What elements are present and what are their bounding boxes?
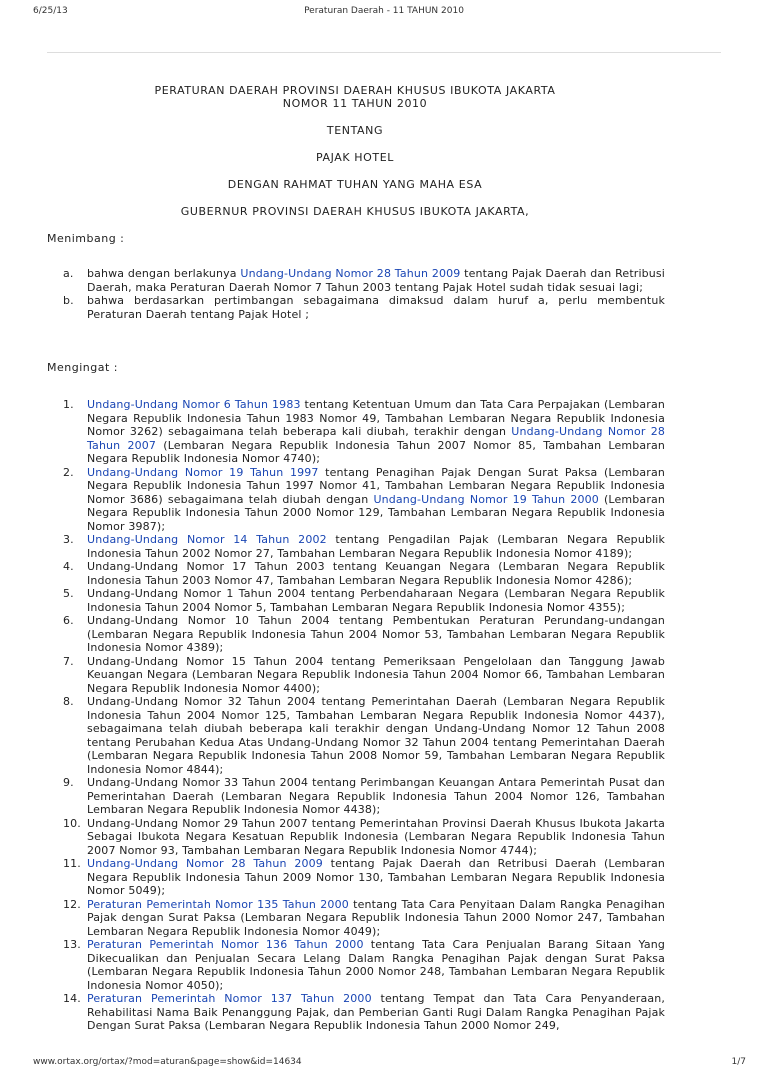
mengingat-item [63,587,665,614]
item-text: (Lembaran Negara Republik Indonesia Tahun 2000 Nomor 129, Tambahan Lembaran Negara Republik Indonesia Nomor 3987); [87,492,666,533]
item-text: Undang-Undang Nomor 15 Tahun 2004 tentang Pemeriksaan Pengelolaan dan Tanggung Jawab Keuangan Negara (Lembaran Negara Republik Indonesia Tahun 2004 Nomor 66, Tambahan Lembaran Negara Republik Indonesia Nomor 4400); [87,654,665,695]
mengingat-item [63,938,665,992]
item-number: 13. [63,938,81,951]
item-number: 1. [63,398,74,411]
menimbang-label: Menimbang : [47,232,125,245]
mengingat-item [63,560,665,587]
mengingat-item [63,816,665,858]
mengingat-item [63,533,666,560]
law-link[interactable]: Peraturan Pemerintah Nomor 137 Tahun 2000 [87,992,372,1005]
doc-gubernur: GUBERNUR PROVINSI DAERAH KHUSUS IBUKOTA JAKARTA, [180,205,530,218]
item-text: Undang-Undang Nomor 29 Tahun 2007 tentang Pemerintahan Provinsi Daerah Khusus Ibukota Jakarta Sebagai Ibukota Negara Kesatuan Republik Indonesia (Lembaran Negara Republik Indonesia Tahun 2007 Nomor 93, Tambahan Lembaran Negara Republik Indonesia Nomor 4744); [87,816,665,857]
mengingat-item [63,857,665,898]
law-link[interactable]: Undang-Undang Nomor 28 Tahun 2009 [87,857,323,870]
law-link[interactable]: Undang-Undang Nomor 6 Tahun 1983 [87,398,301,411]
mengingat-item [63,654,665,696]
footer-url: www.ortax.org/ortax/?mod=aturan&page=show&id=14634 [33,1057,302,1067]
doc-title-line1: PERATURAN DAERAH PROVINSI DAERAH KHUSUS IBUKOTA JAKARTA [154,84,556,97]
law-link[interactable]: Peraturan Pemerintah Nomor 136 Tahun 2000 [87,938,364,951]
mengingat-list [63,398,666,1033]
item-number: 6. [63,614,74,627]
item-number: 14. [63,992,81,1005]
print-header [0,6,768,20]
item-text: (Lembaran Negara Republik Indonesia Tahun 2007 Nomor 85, Tambahan Lembaran Negara Republik Indonesia Nomor 4740); [87,438,665,465]
menimbang-item [63,294,665,321]
item-number: 8. [63,695,74,708]
item-text: Undang-Undang Nomor 33 Tahun 2004 tentang Perimbangan Keuangan Antara Pemerintah Pusat dan Pemerintahan Daerah (Lembaran Negara Republik Indonesia Tahun 2004 Nomor 126, Tambahan Lembaran Negara Republik Indonesia Nomor 4438); [87,776,665,816]
item-number: b. [63,294,74,307]
item-number: 10. [63,816,81,830]
item-number: 7. [63,654,74,668]
menimbang-list [63,267,665,321]
doc-title-line2: NOMOR 11 TAHUN 2010 [282,97,428,110]
menimbang-item [63,267,665,294]
mengingat-item [63,465,666,534]
mengingat-item [63,614,665,655]
item-text: tentang Pajak Daerah dan Retribusi Daerah, maka Peraturan Daerah Nomor 7 Tahun 2003 tentang Pajak Hotel sudah tidak sesuai lagi; [87,267,665,294]
print-title: Peraturan Daerah - 11 TAHUN 2010 [304,6,464,16]
law-link[interactable]: Undang-Undang Nomor 28 Tahun 2009 [240,267,461,280]
doc-subject: PAJAK HOTEL [315,151,395,164]
mengingat-label: Mengingat : [47,361,118,374]
mengingat-item [63,695,665,776]
divider [47,52,721,53]
item-number: 5. [63,587,74,600]
item-number: 11. [63,857,81,870]
mengingat-item [63,992,666,1033]
item-number: 12. [63,897,81,911]
item-number: 2. [63,465,74,479]
mengingat-item [63,897,665,939]
item-text: tentang Pajak Daerah dan Retribusi Daerah (Lembaran Negara Republik Indonesia Tahun 2009 Nomor 130, Tambahan Lembaran Negara Republik Indonesia Nomor 5049); [87,857,665,897]
item-text: tentang Pengadilan Pajak (Lembaran Negara Republik Indonesia Tahun 2002 Nomor 27, Tambahan Lembaran Negara Republik Indonesia Nomor 4189); [87,533,666,560]
item-text: Undang-Undang Nomor 17 Tahun 2003 tentang Keuangan Negara (Lembaran Negara Republik Indonesia Tahun 2003 Nomor 47, Tambahan Lembaran Negara Republik Indonesia Nomor 4286); [87,560,665,587]
item-text: bahwa berdasarkan pertimbangan sebagaimana dimaksud dalam huruf a, perlu membentuk Peraturan Daerah tentang Pajak Hotel ; [87,294,665,321]
item-text: tentang Tempat dan Tata Cara Penyanderaan, Rehabilitasi Nama Baik Penanggung Pajak, dan Pemberian Ganti Rugi Dalam Rangka Penagihan Pajak Dengan Surat Paksa (Lembaran Negara Republik Indonesia Tahun 2000 Nomor 249, [87,992,666,1032]
item-text: Undang-Undang Nomor 1 Tahun 2004 tentang Perbendaharaan Negara (Lembaran Negara Republik Indonesia Tahun 2004 Nomor 5, Tambahan Lembaran Negara Republik Indonesia Nomor 4355); [87,587,665,614]
item-text: Undang-Undang Nomor 10 Tahun 2004 tentang Pembentukan Peraturan Perundang-undangan (Lembaran Negara Republik Indonesia Tahun 2004 Nomor 53, Tambahan Lembaran Negara Republik Indonesia Nomor 4389); [87,614,665,654]
law-link[interactable]: Undang-Undang Nomor 14 Tahun 2002 [87,533,327,546]
mengingat-item [63,398,665,466]
law-link[interactable]: Peraturan Pemerintah Nomor 135 Tahun 2000 [87,897,349,911]
doc-rahmat: DENGAN RAHMAT TUHAN YANG MAHA ESA [227,178,483,191]
doc-tentang: TENTANG [326,124,384,137]
item-number: 4. [63,560,74,573]
mengingat-item [63,776,665,817]
item-text: tentang Ketentuan Umum dan Tata Cara Perpajakan (Lembaran Negara Republik Indonesia Tahun 1983 Nomor 49, Tambahan Lembaran Negara Republik Indonesia Nomor 3262) sebagaimana telah beberapa kali diubah, terakhir dengan [87,398,665,438]
law-link[interactable]: Undang-Undang Nomor 19 Tahun 2000 [373,492,599,506]
law-link[interactable]: Undang-Undang Nomor 19 Tahun 1997 [87,465,319,479]
item-number: 9. [63,776,74,789]
law-link[interactable]: Undang-Undang Nomor 28 Tahun 2007 [87,425,665,452]
page-number: 1/7 [731,1057,746,1067]
item-text: tentang Tata Cara Penyitaan Dalam Rangka Penagihan Pajak dengan Surat Paksa (Lembaran Negara Republik Indonesia Tahun 2000 Nomor 247, Tambahan Lembaran Negara Republik Indonesia Nomor 4049); [87,897,665,938]
item-number: a. [63,267,74,280]
print-date: 6/25/13 [33,6,68,16]
item-text: tentang Tata Cara Penjualan Barang Sitaan Yang Dikecualikan dan Penjualan Secara Lelang Dalam Rangka Penagihan Pajak dengan Surat Paksa (Lembaran Negara Republik Indonesia Tahun 2000 Nomor 248, Tambahan Lembaran Negara Republik Indonesia Nomor 4050); [87,938,665,992]
item-text: Undang-Undang Nomor 32 Tahun 2004 tentang Pemerintahan Daerah (Lembaran Negara Republik Indonesia Tahun 2004 Nomor 125, Tambahan Lembaran Negara Republik Indonesia Nomor 4437), sebagaimana telah diubah beberapa kali terakhir dengan Undang-Undang Nomor 12 Tahun 2008 tentang Perubahan Kedua Atas Undang-Undang Nomor 32 Tahun 2004 tentang Pemerintahan Daerah (Lembaran Negara Republik Indonesia Tahun 2008 Nomor 59, Tambahan Lembaran Negara Republik Indonesia Nomor 4844); [87,695,665,776]
item-text: bahwa dengan berlakunya [87,267,241,280]
item-number: 3. [63,533,74,546]
item-text: tentang Penagihan Pajak Dengan Surat Paksa (Lembaran Negara Republik Indonesia Tahun 1997 Nomor 41, Tambahan Lembaran Negara Republik Indonesia Nomor 3686) sebagaimana telah diubah dengan [87,465,665,506]
